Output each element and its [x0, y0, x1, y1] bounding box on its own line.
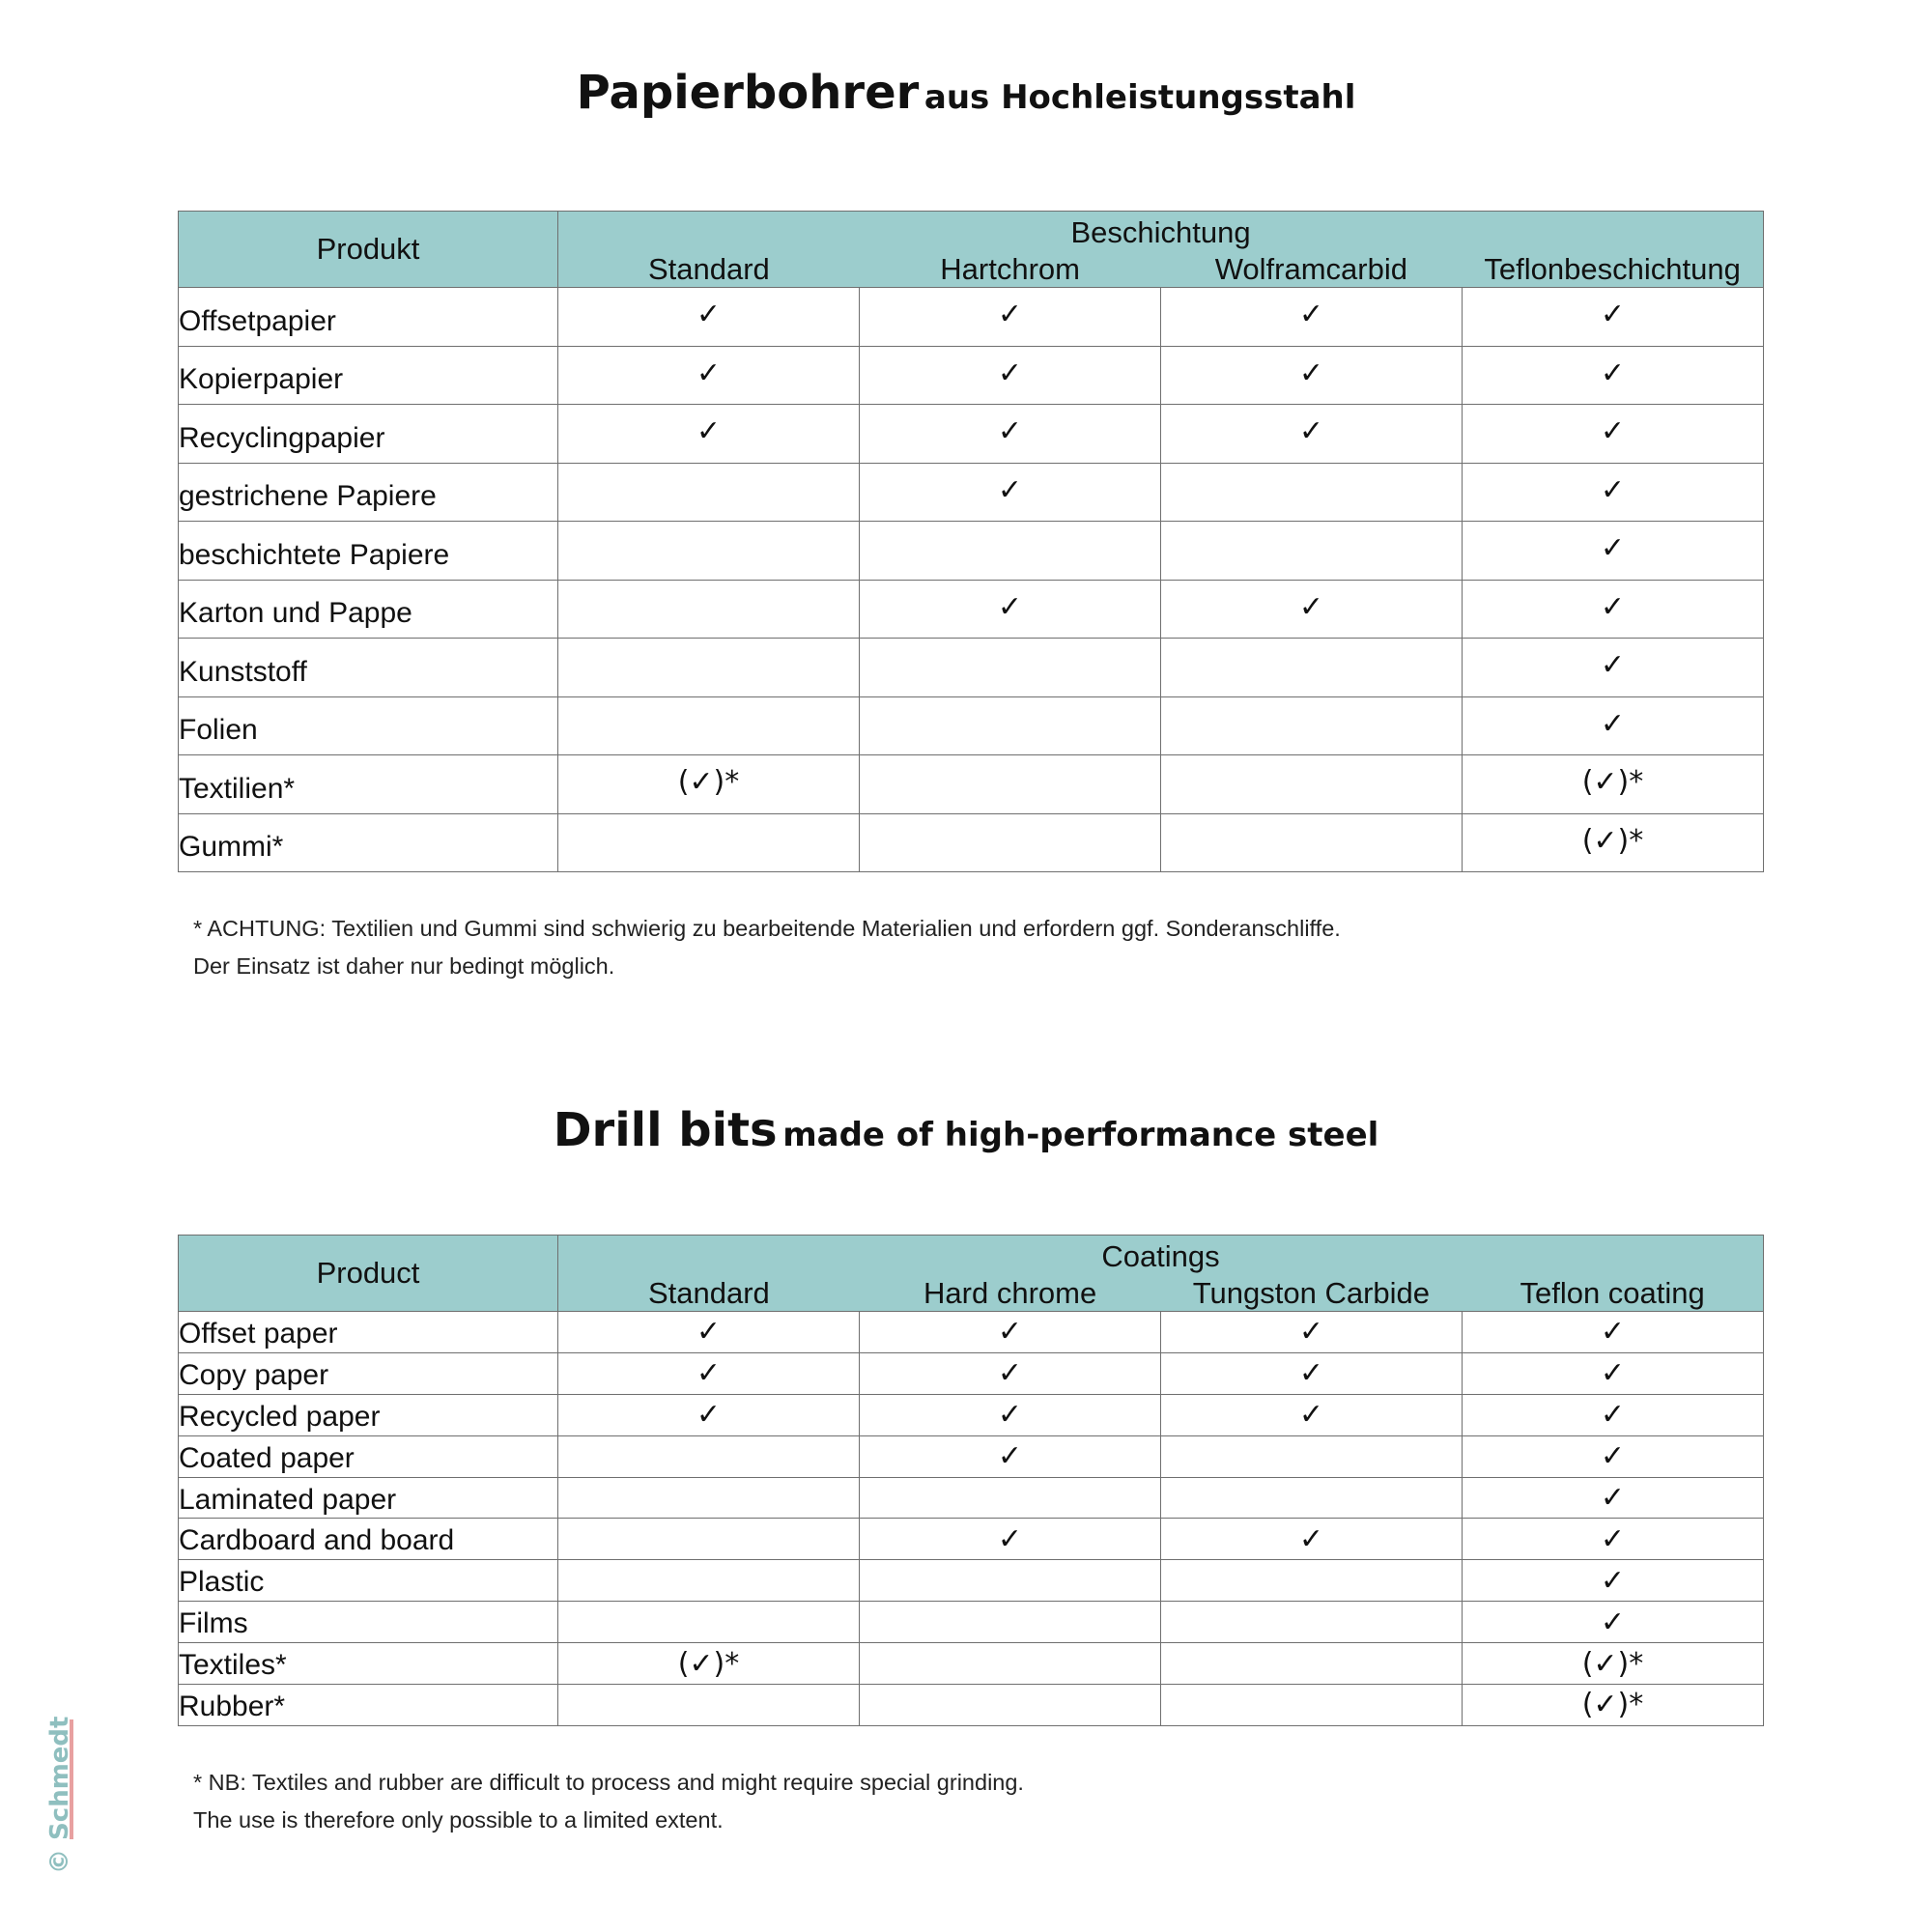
- coating-column-header: Teflonbeschichtung: [1484, 252, 1741, 286]
- check-cell: ✓: [558, 405, 860, 464]
- product-cell: Karton und Pappe: [179, 580, 558, 639]
- check-cell: ✓: [1161, 1519, 1463, 1560]
- product-cell: Films: [179, 1602, 558, 1643]
- check-cell: ✓: [1463, 1352, 1764, 1394]
- check-cell: [860, 1560, 1161, 1602]
- check-cell: ✓: [1161, 580, 1463, 639]
- footnote-en: [193, 1764, 1024, 1839]
- logo-text: © Schmedt: [45, 1716, 74, 1874]
- coating-column-header: Wolframcarbid: [1214, 252, 1407, 286]
- check-cell: ✓: [860, 405, 1161, 464]
- check-cell: [860, 696, 1161, 755]
- table-row: [179, 755, 1764, 814]
- title-main: Drill bits: [553, 1103, 778, 1157]
- check-cell: [1161, 1477, 1463, 1519]
- footnote-line: * ACHTUNG: Textilien und Gummi sind schwierig zu bearbeitende Materialien und erfordern ggf. Sonderanschliffe.: [193, 916, 1341, 941]
- table-row: [179, 580, 1764, 639]
- product-cell: Offsetpapier: [179, 288, 558, 347]
- check-cell: [860, 1477, 1161, 1519]
- table-row: [179, 1352, 1764, 1394]
- product-cell: Rubber*: [179, 1685, 558, 1726]
- check-cell: ✓: [1463, 288, 1764, 347]
- check-cell: ✓: [1463, 346, 1764, 405]
- check-cell: [558, 1602, 860, 1643]
- product-cell: Cardboard and board: [179, 1519, 558, 1560]
- check-cell: [1161, 1685, 1463, 1726]
- check-cell: (✓)*: [1463, 813, 1764, 872]
- check-cell: [860, 813, 1161, 872]
- check-cell: ✓: [860, 1435, 1161, 1477]
- check-cell: ✓: [1463, 522, 1764, 581]
- check-cell: ✓: [1161, 405, 1463, 464]
- table-row: [179, 405, 1764, 464]
- product-cell: Kopierpapier: [179, 346, 558, 405]
- coating-header: [558, 212, 1764, 288]
- check-cell: [558, 696, 860, 755]
- check-cell: ✓: [1463, 1394, 1764, 1435]
- check-cell: ✓: [558, 1394, 860, 1435]
- table-row: [179, 463, 1764, 522]
- table-row: [179, 1312, 1764, 1353]
- check-cell: ✓: [860, 1352, 1161, 1394]
- product-cell: Plastic: [179, 1560, 558, 1602]
- check-cell: ✓: [1463, 1602, 1764, 1643]
- check-cell: [558, 813, 860, 872]
- title-sub: made of high-performance steel: [782, 1116, 1379, 1154]
- check-cell: ✓: [1463, 405, 1764, 464]
- check-cell: [1161, 1435, 1463, 1477]
- check-cell: (✓)*: [1463, 1685, 1764, 1726]
- check-cell: [558, 639, 860, 697]
- table-row: [179, 1685, 1764, 1726]
- check-cell: ✓: [860, 288, 1161, 347]
- coating-group-title: Beschichtung: [1070, 215, 1251, 249]
- coating-group-title: Coatings: [1101, 1239, 1220, 1273]
- check-cell: [558, 1685, 860, 1726]
- title-sub: aus Hochleistungsstahl: [923, 78, 1356, 117]
- check-cell: [1161, 1560, 1463, 1602]
- check-cell: ✓: [1161, 1312, 1463, 1353]
- check-cell: ✓: [860, 346, 1161, 405]
- check-cell: (✓)*: [558, 755, 860, 814]
- product-cell: Copy paper: [179, 1352, 558, 1394]
- check-cell: [860, 1602, 1161, 1643]
- check-cell: [1161, 1643, 1463, 1685]
- check-cell: ✓: [1161, 288, 1463, 347]
- product-cell: gestrichene Papiere: [179, 463, 558, 522]
- check-cell: ✓: [1463, 1435, 1764, 1477]
- footnote-line: The use is therefore only possible to a limited extent.: [193, 1807, 724, 1833]
- product-cell: Textilien*: [179, 755, 558, 814]
- coating-column-header: Hard chrome: [923, 1276, 1097, 1310]
- product-header: Product: [179, 1236, 558, 1312]
- check-cell: [860, 1643, 1161, 1685]
- check-cell: ✓: [860, 580, 1161, 639]
- table-row: [179, 1602, 1764, 1643]
- product-cell: Coated paper: [179, 1435, 558, 1477]
- table-row: [179, 1643, 1764, 1685]
- footnote-line: Der Einsatz ist daher nur bedingt möglich.: [193, 953, 615, 979]
- table-row: [179, 639, 1764, 697]
- check-cell: ✓: [1161, 1394, 1463, 1435]
- compatibility-table-en: [178, 1235, 1764, 1726]
- coating-column-header: Standard: [647, 1276, 770, 1310]
- table-row: [179, 1394, 1764, 1435]
- table-row: [179, 522, 1764, 581]
- schmedt-logo: [39, 1710, 77, 1884]
- coating-column-header: Teflon coating: [1520, 1276, 1705, 1310]
- check-cell: [1161, 463, 1463, 522]
- table-row: [179, 288, 1764, 347]
- table-row: [179, 696, 1764, 755]
- check-cell: ✓: [1463, 1477, 1764, 1519]
- check-cell: [1161, 522, 1463, 581]
- table-row: [179, 1560, 1764, 1602]
- coating-header: [558, 1236, 1764, 1312]
- product-cell: Recycled paper: [179, 1394, 558, 1435]
- check-cell: ✓: [860, 1394, 1161, 1435]
- compatibility-table-de: [178, 211, 1764, 872]
- check-cell: ✓: [1463, 696, 1764, 755]
- check-cell: ✓: [558, 288, 860, 347]
- product-cell: beschichtete Papiere: [179, 522, 558, 581]
- check-cell: ✓: [1463, 1560, 1764, 1602]
- check-cell: [1161, 755, 1463, 814]
- footnote-line: * NB: Textiles and rubber are difficult to process and might require special grinding.: [193, 1770, 1024, 1795]
- check-cell: ✓: [1161, 346, 1463, 405]
- coating-column-header: Tungston Carbide: [1192, 1276, 1431, 1310]
- product-cell: Folien: [179, 696, 558, 755]
- check-cell: [558, 1477, 860, 1519]
- check-cell: ✓: [1463, 1312, 1764, 1353]
- check-cell: ✓: [860, 463, 1161, 522]
- product-cell: Textiles*: [179, 1643, 558, 1685]
- table-row: [179, 346, 1764, 405]
- check-cell: (✓)*: [558, 1643, 860, 1685]
- check-cell: ✓: [558, 1312, 860, 1353]
- check-cell: [558, 522, 860, 581]
- check-cell: ✓: [860, 1519, 1161, 1560]
- coating-column-header: Standard: [647, 252, 770, 286]
- check-cell: [558, 580, 860, 639]
- check-cell: [1161, 1602, 1463, 1643]
- check-cell: [1161, 813, 1463, 872]
- check-cell: (✓)*: [1463, 1643, 1764, 1685]
- section-title-de: [0, 66, 1932, 120]
- product-cell: Offset paper: [179, 1312, 558, 1353]
- table-row: [179, 1519, 1764, 1560]
- check-cell: ✓: [558, 346, 860, 405]
- check-cell: [1161, 696, 1463, 755]
- title-main: Papierbohrer: [576, 66, 920, 120]
- check-cell: [558, 1560, 860, 1602]
- check-cell: ✓: [558, 1352, 860, 1394]
- check-cell: [558, 1435, 860, 1477]
- product-cell: Recyclingpapier: [179, 405, 558, 464]
- check-cell: ✓: [1463, 580, 1764, 639]
- check-cell: (✓)*: [1463, 755, 1764, 814]
- check-cell: ✓: [1463, 639, 1764, 697]
- table-row: [179, 813, 1764, 872]
- check-cell: [860, 755, 1161, 814]
- check-cell: ✓: [1463, 1519, 1764, 1560]
- check-cell: [558, 1519, 860, 1560]
- product-header: Produkt: [179, 212, 558, 288]
- check-cell: [860, 1685, 1161, 1726]
- check-cell: ✓: [1161, 1352, 1463, 1394]
- check-cell: [558, 463, 860, 522]
- footnote-de: [193, 910, 1341, 985]
- section-title-en: [0, 1103, 1932, 1157]
- check-cell: [1161, 639, 1463, 697]
- check-cell: [860, 639, 1161, 697]
- product-cell: Gummi*: [179, 813, 558, 872]
- table-row: [179, 1435, 1764, 1477]
- check-cell: ✓: [860, 1312, 1161, 1353]
- product-cell: Kunststoff: [179, 639, 558, 697]
- check-cell: ✓: [1463, 463, 1764, 522]
- table-row: [179, 1477, 1764, 1519]
- product-cell: Laminated paper: [179, 1477, 558, 1519]
- check-cell: [860, 522, 1161, 581]
- coating-column-header: Hartchrom: [940, 252, 1080, 286]
